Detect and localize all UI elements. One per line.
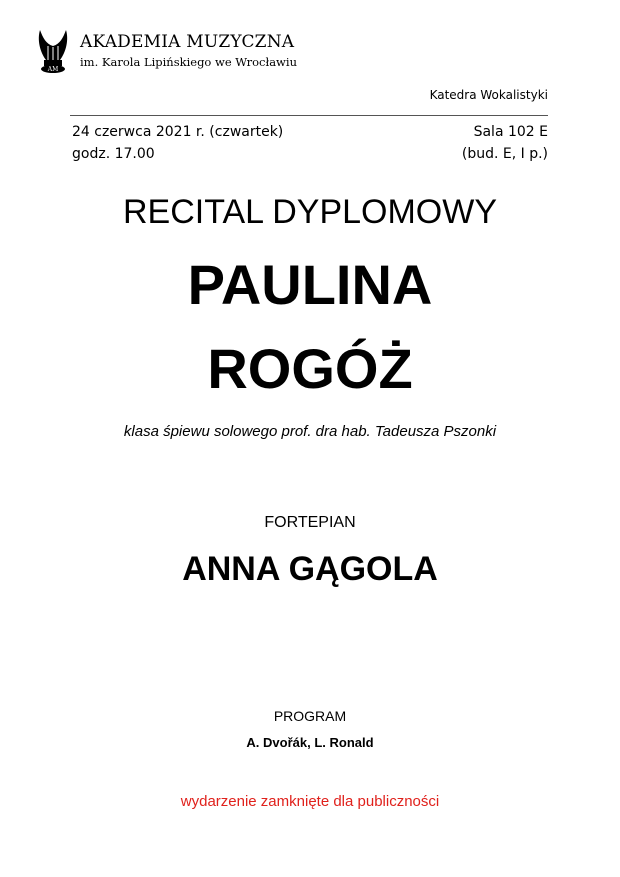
academy-name: AKADEMIA MUZYCZNA	[80, 32, 295, 52]
closed-event-notice: wydarzenie zamknięte dla publiczności	[180, 793, 440, 810]
performer-last-name: ROGÓŻ	[207, 337, 413, 400]
department-name: Katedra Wokalistyki	[429, 88, 548, 102]
composer-2: L. Ronald	[314, 735, 374, 750]
recital-title: RECITAL DYPLOMOWY	[122, 193, 498, 231]
composer-1: A. Dvořák	[246, 735, 308, 750]
event-building: (bud. E, I p.)	[461, 146, 548, 162]
pianist-name: ANNA GĄGOLA	[182, 550, 438, 588]
event-time: godz. 17.00	[72, 146, 155, 162]
academy-subtitle: im. Karola Lipińskiego we Wrocławiu	[80, 55, 297, 69]
program-label: PROGRAM	[273, 708, 347, 724]
composer-separator: ,	[307, 735, 311, 750]
program-composers	[0, 735, 620, 750]
header-divider	[70, 115, 548, 116]
performer-first-name: PAULINA	[187, 253, 433, 316]
instrument-label: FORTEPIAN	[264, 514, 356, 531]
event-date: 24 czerwca 2021 r. (czwartek)	[72, 124, 284, 140]
event-room: Sala 102 E	[473, 124, 548, 140]
lyre-logo-icon	[36, 24, 70, 74]
svg-text:AM: AM	[47, 66, 59, 73]
class-info: klasa śpiewu solowego prof. dra hab. Tadeusza Pszonki	[123, 423, 497, 440]
